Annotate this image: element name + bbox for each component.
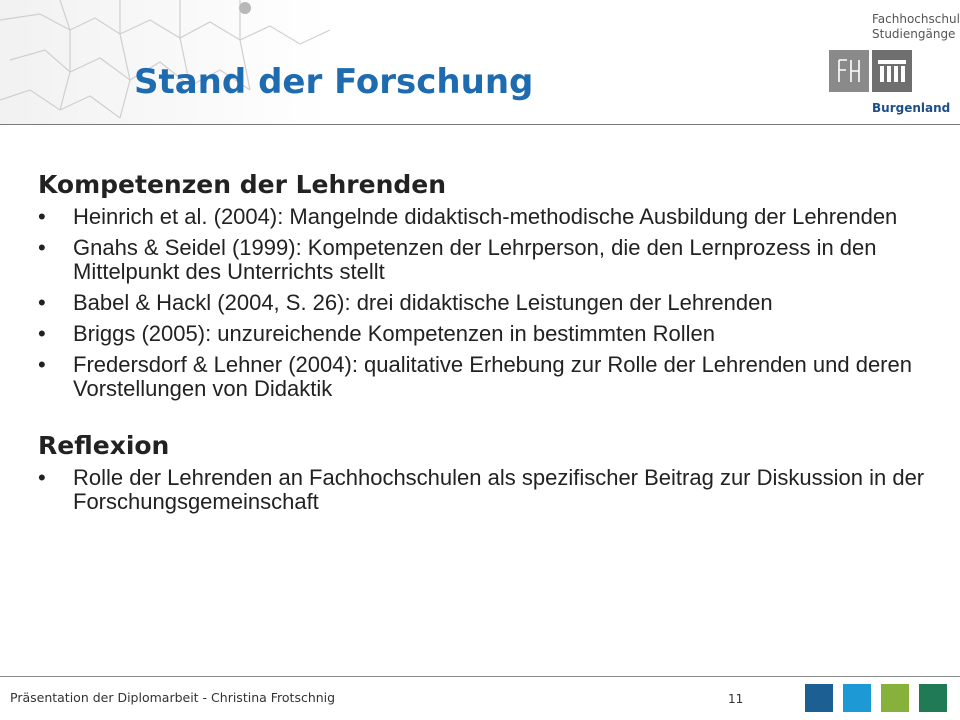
section-kompetenzen	[38, 170, 938, 401]
bullet-list	[38, 205, 938, 401]
logo-line-1: Fachhochschul	[872, 12, 960, 26]
list-item	[38, 205, 938, 229]
list-item-text: Gnahs & Seidel (1999): Kompetenzen der Lehrperson, die den Lernprozess in den Mittelpunkt des Unterrichts stellt	[73, 235, 877, 284]
fh-logo-icon	[829, 50, 869, 92]
section-heading: Kompetenzen der Lehrenden	[38, 170, 447, 199]
color-square-dark-green	[919, 684, 947, 712]
list-item-text: Briggs (2005): unzureichende Kompetenzen in bestimmten Rollen	[73, 321, 716, 346]
list-item-text: Babel & Hackl (2004, S. 26): drei didaktische Leistungen der Lehrenden	[73, 290, 773, 315]
footer-text: Präsentation der Diplomarbeit - Christina Frotschnig	[10, 690, 336, 705]
section-heading: Reflexion	[38, 431, 170, 460]
title-divider	[0, 124, 960, 125]
bullet-list	[38, 466, 938, 514]
slide-title: Stand der Forschung	[134, 62, 534, 102]
bullet-icon: •	[38, 290, 46, 315]
page-number: 11	[728, 692, 744, 706]
bullet-icon: •	[38, 235, 46, 260]
logo-region: Burgenland	[872, 101, 951, 115]
section-reflexion	[38, 431, 938, 514]
bullet-icon: •	[38, 204, 46, 229]
bullet-icon: •	[38, 321, 46, 346]
list-item	[38, 236, 938, 284]
footer-divider	[0, 676, 960, 677]
bullet-icon: •	[38, 352, 46, 377]
building-logo-icon	[872, 50, 912, 92]
color-square-dark-blue	[805, 684, 833, 712]
slide-content	[38, 170, 938, 521]
list-item	[38, 353, 938, 401]
list-item-text: Fredersdorf & Lehner (2004): qualitative Erhebung zur Rolle der Lehrenden und deren Vorstellungen von Didaktik	[73, 352, 912, 401]
logo-line-2: Studiengänge	[872, 27, 956, 41]
list-item	[38, 291, 938, 315]
color-square-light-blue	[843, 684, 871, 712]
list-item-text: Heinrich et al. (2004): Mangelnde didaktisch-methodische Ausbildung der Lehrenden	[73, 204, 898, 229]
list-item	[38, 466, 938, 514]
logo-text	[872, 12, 960, 42]
color-square-green	[881, 684, 909, 712]
bullet-icon: •	[38, 465, 46, 490]
list-item	[38, 322, 938, 346]
list-item-text: Rolle der Lehrenden an Fachhochschulen als spezifischer Beitrag zur Diskussion in der Forschungsgemeinschaft	[73, 465, 925, 514]
